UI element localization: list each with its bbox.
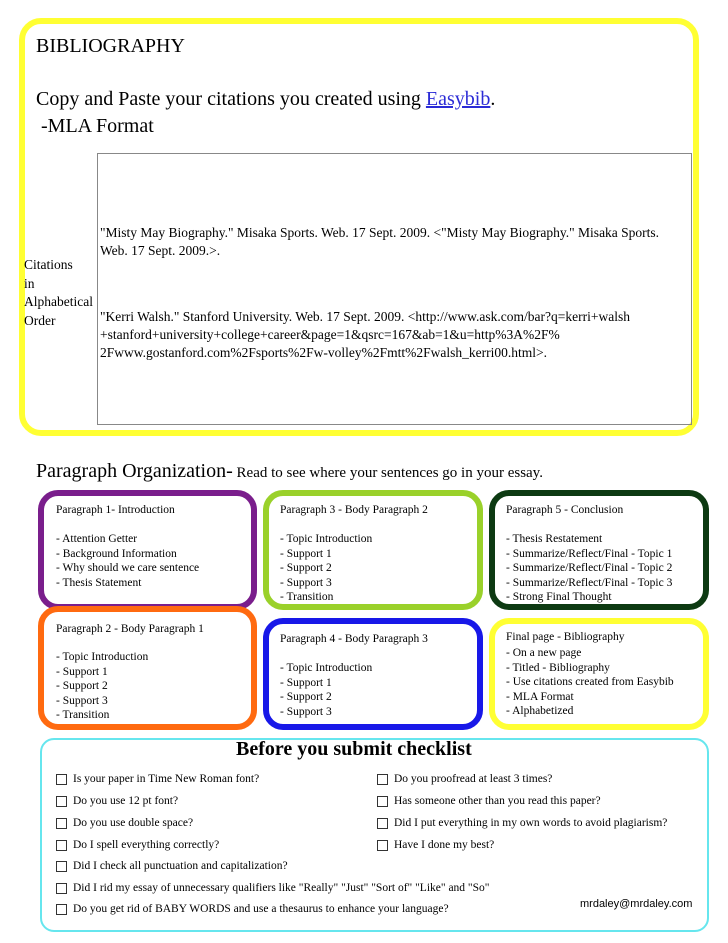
list-item: - Support 1: [56, 665, 108, 678]
format-note: -MLA Format: [36, 115, 154, 137]
paragraph-box-title: Paragraph 2 - Body Paragraph 1: [56, 623, 204, 635]
list-item: - MLA Format: [506, 690, 574, 703]
list-item: - Support 3: [280, 576, 332, 589]
list-item: - Thesis Restatement: [506, 533, 603, 545]
checklist-item[interactable]: [377, 795, 601, 807]
paragraph-box-title: Paragraph 4 - Body Paragraph 3: [280, 633, 428, 645]
checklist-item-label: Do you proofread at least 3 times?: [394, 773, 553, 785]
checklist-item[interactable]: [56, 860, 288, 872]
checklist-item[interactable]: [56, 773, 259, 785]
checklist-item-label: Did I rid my essay of unnecessary qualifiers like "Really" "Just" "Sort of" "Like" and "So": [73, 882, 490, 894]
checklist-item[interactable]: [377, 817, 667, 829]
list-item: - Thesis Statement: [56, 576, 142, 589]
list-item: - On a new page: [506, 647, 582, 659]
list-item: - Attention Getter: [56, 533, 138, 545]
checklist-item[interactable]: [56, 795, 178, 807]
heading-sub: Read to see where your sentences go in your essay.: [232, 465, 543, 481]
checkbox[interactable]: [377, 774, 388, 785]
easybib-link[interactable]: Easybib: [425, 88, 491, 110]
list-item: - Support 2: [280, 691, 332, 703]
paragraph-box-body2: [263, 490, 483, 610]
paragraph-organization-heading: [36, 460, 543, 483]
list-item: - Support 2: [56, 680, 108, 692]
checklist-item[interactable]: [377, 839, 494, 851]
citation-side-label: [24, 256, 98, 330]
list-item: - Titled - Bibliography: [506, 661, 610, 674]
checklist-item-label: Did I put everything in my own words to avoid plagiarism?: [394, 817, 668, 829]
checklist-item-label: Is your paper in Time New Roman font?: [73, 773, 260, 785]
paragraph-box-bibliography: [489, 618, 709, 730]
checkbox[interactable]: [56, 904, 67, 915]
side-label-line: Citations: [24, 257, 73, 272]
list-item: - Use citations created from Easybib: [506, 676, 674, 688]
checklist-item[interactable]: [56, 817, 193, 829]
paragraph-box-conclusion: [489, 490, 709, 610]
checklist-item[interactable]: [56, 903, 449, 915]
list-item: - Topic Introduction: [280, 533, 373, 545]
list-item: - Summarize/Reflect/Final - Topic 1: [506, 547, 673, 560]
list-item: - Topic Introduction: [56, 651, 149, 663]
checklist-item-label: Do I spell everything correctly?: [73, 839, 220, 851]
checkbox[interactable]: [56, 796, 67, 807]
bibliography-title: BIBLIOGRAPHY: [36, 35, 185, 57]
paragraph-box-body1: [38, 606, 257, 730]
list-item: - Support 1: [280, 547, 332, 560]
side-label-line: in: [24, 275, 35, 291]
paragraph-box-title: Final page - Bibliography: [506, 631, 625, 643]
instruction-prefix: Copy and Paste your citations you created using: [36, 88, 426, 110]
side-label-line: Alphabetical: [24, 294, 93, 309]
side-label-line: Order: [24, 312, 56, 328]
checkbox[interactable]: [377, 840, 388, 851]
checklist-item[interactable]: [56, 882, 489, 894]
checklist-item[interactable]: [377, 773, 552, 785]
paragraph-box-title: Paragraph 3 - Body Paragraph 2: [280, 504, 428, 516]
list-item: - Strong Final Thought: [506, 591, 612, 603]
heading-main: Paragraph Organization-: [36, 460, 233, 482]
checklist-item-label: Do you get rid of BABY WORDS and use a thesaurus to enhance your language?: [73, 903, 449, 915]
list-item: - Alphabetized: [506, 705, 574, 717]
paragraph-box-intro: [38, 490, 257, 610]
paragraph-box-body3: [263, 618, 483, 730]
list-item: - Support 3: [280, 705, 332, 718]
checkbox[interactable]: [56, 861, 67, 872]
citation-entry[interactable]: "Misty May Biography." Misaka Sports. Web. 17 Sept. 2009. <"Misty May Biography." Misaka Sports. Web. 17 Sept. 2009.>.: [100, 225, 660, 258]
list-item: - Topic Introduction: [280, 662, 373, 674]
list-item: - Transition: [280, 591, 334, 603]
checkbox[interactable]: [56, 818, 67, 829]
list-item: - Summarize/Reflect/Final - Topic 2: [506, 562, 673, 574]
list-item: - Background Information: [56, 547, 177, 560]
footer-email: mrdaley@mrdaley.com: [580, 898, 693, 910]
checklist-title: Before you submit checklist: [236, 738, 472, 760]
checklist-item-label: Has someone other than you read this paper?: [394, 795, 601, 807]
list-item: - Support 2: [280, 562, 332, 574]
checklist-item-label: Did I check all punctuation and capitalization?: [73, 860, 288, 872]
paragraph-box-title: Paragraph 5 - Conclusion: [506, 504, 624, 516]
list-item: - Support 1: [280, 676, 332, 689]
checkbox[interactable]: [377, 796, 388, 807]
citation-table: [97, 153, 692, 425]
list-item: - Transition: [56, 709, 110, 721]
checklist-item-label: Do you use 12 pt font?: [73, 795, 179, 807]
checkbox[interactable]: [56, 883, 67, 894]
list-item: - Summarize/Reflect/Final - Topic 3: [506, 576, 673, 589]
instruction-suffix: .: [490, 88, 496, 110]
paragraph-box-title: Paragraph 1- Introduction: [56, 504, 175, 516]
list-item: - Support 3: [56, 694, 108, 707]
list-item: - Why should we care sentence: [56, 562, 200, 574]
checklist-item-label: Do you use double space?: [73, 817, 194, 829]
checkbox[interactable]: [377, 818, 388, 829]
checkbox[interactable]: [56, 840, 67, 851]
citation-entry[interactable]: "Kerri Walsh." Stanford University. Web. 17 Sept. 2009. <http://www.ask.com/bar?q=kerri+walsh +stanford+university+college+career&page=1&qsrc=167&ab=1&u=http%3A%2F% 2Fwww.gostanford.com%2Fsports%2Fw-volley%2Fmtt%2Fwalsh_kerri00.html>.: [100, 309, 630, 360]
bibliography-instruction: [36, 88, 495, 111]
checklist-item[interactable]: [56, 839, 219, 851]
checklist-item-label: Have I done my best?: [394, 839, 495, 851]
checkbox[interactable]: [56, 774, 67, 785]
